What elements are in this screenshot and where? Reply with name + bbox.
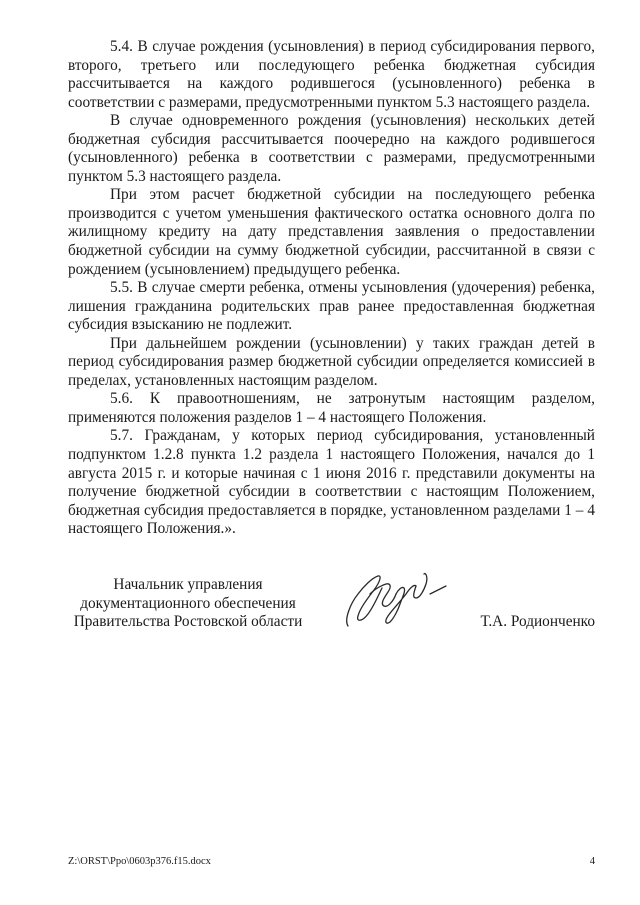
paragraph-further-birth: При дальнейшем рождении (усыновлении) у таких граждан детей в период субсидирования размер бюджетной субсидии определяется комиссией в пределах, установленных настоящим разделом. xyxy=(68,334,595,389)
footer-file-path: Z:\ORST\Ppo\0603p376.f15.docx xyxy=(68,856,211,867)
paragraph-5-7: 5.7. Гражданам, у которых период субсидирования, установленный подпунктом 1.2.8 пункта 1.2 раздела 1 настоящего Положения, начался до 1 августа 2015 г. и которые начиная с 1 июня 2016 г. представили документы на получение бюджетной субсидии в соответствии с настоящим Положением, бюджетная субсидия предоставляется в порядке, установленном разделами 1 – 4 настоящего Положения.». xyxy=(68,427,595,538)
signature-block xyxy=(68,576,595,656)
signer-title-line2: документационного обеспечения xyxy=(80,594,296,612)
signer-title-line1: Начальник управления xyxy=(113,576,263,593)
handwritten-signature xyxy=(340,564,450,634)
signer-title-line3: Правительства Ростовской области xyxy=(73,613,303,630)
document-body xyxy=(68,38,595,539)
signer-title xyxy=(68,576,308,632)
paragraph-simultaneous-birth: В случае одновременного рождения (усыновления) нескольких детей бюджетная субсидия рассчитывается поочередно на каждого родившегося (усыновленного) ребенка в соответствии с размерами, предусмотренными пунктом 5.3 настоящего раздела. xyxy=(68,112,595,185)
paragraph-5-5: 5.5. В случае смерти ребенка, отмены усыновления (удочерения) ребенка, лишения гражданина родительских прав ранее предоставленная бюджетная субсидия взысканию не подлежит. xyxy=(68,279,595,334)
paragraph-subsidy-calculation: При этом расчет бюджетной субсидии на последующего ребенка производится с учетом уменьшения фактического остатка основного долга по жилищному кредиту на дату представления заявления о предоставлении бюджетной субсидии на сумму бюджетной субсидии, рассчитанной в связи с рождением (усыновлением) предыдущего ребенка. xyxy=(68,186,595,278)
signer-name: Т.А. Родионченко xyxy=(480,613,595,630)
page-number: 4 xyxy=(589,856,595,867)
paragraph-5-4: 5.4. В случае рождения (усыновления) в период субсидирования первого, второго, третьего или последующего ребенка бюджетная субсидия рассчитывается на каждого родившегося (усыновленного) ребенка в соответствии с размерами, предусмотренными пунктом 5.3 настоящего раздела. xyxy=(68,38,595,111)
paragraph-5-6: 5.6. К правоотношениям, не затронутым настоящим разделом, применяются положения разделов 1 – 4 настоящего Положения. xyxy=(68,390,595,426)
